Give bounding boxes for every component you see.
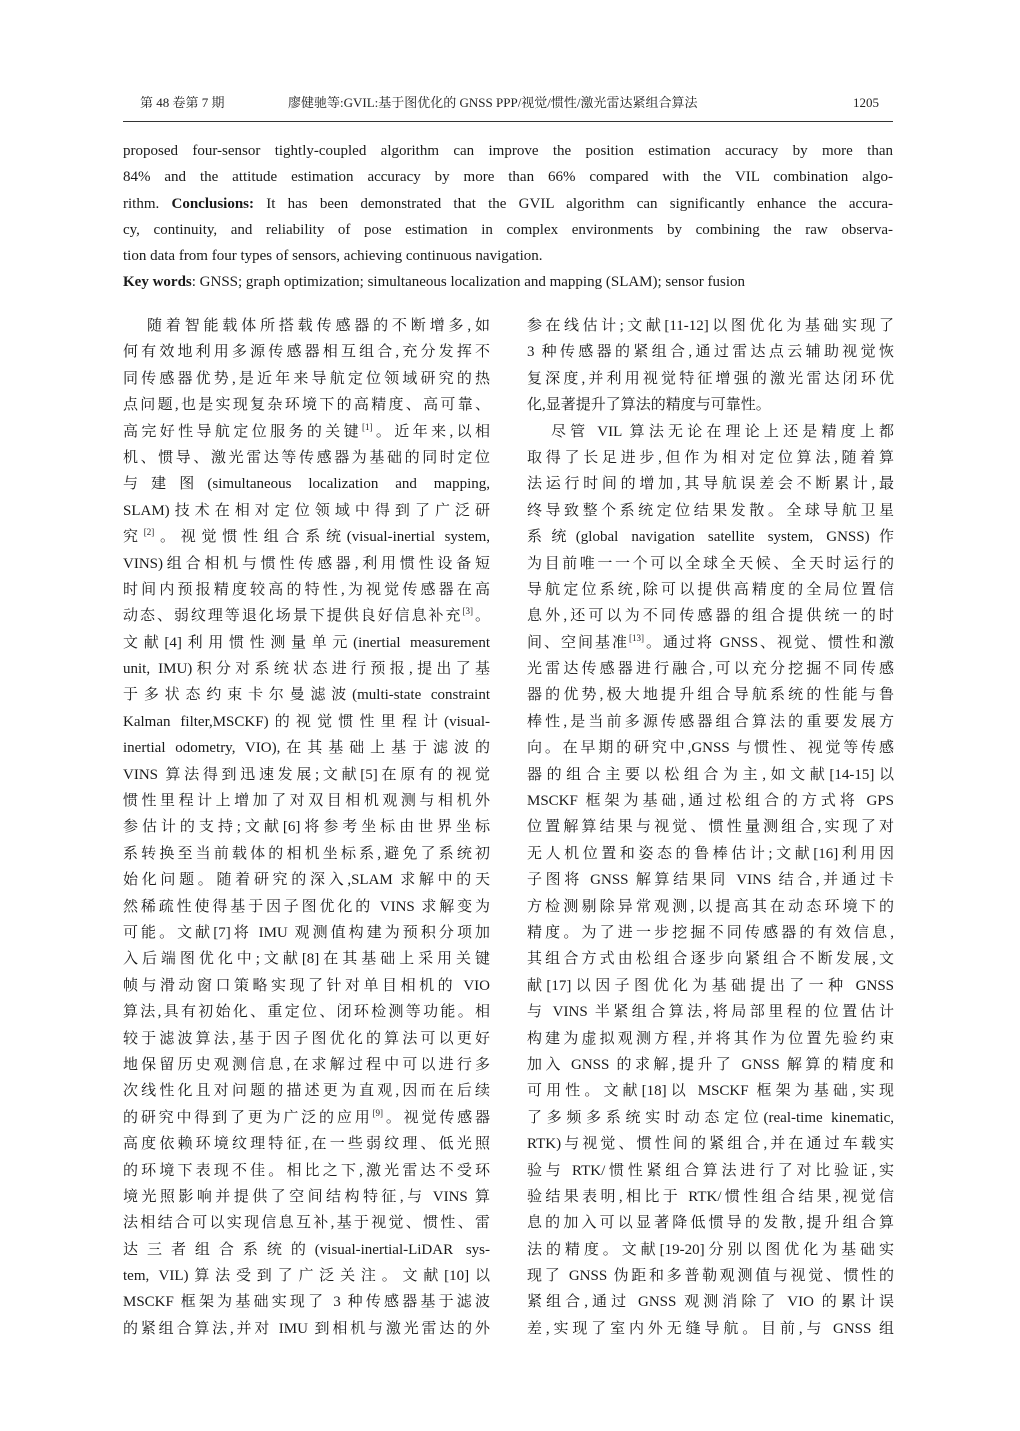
text-line (123, 1237, 490, 1263)
text-segment: 。视觉惯性组合系统(visual-inertial system, (154, 529, 490, 546)
text-segment: 验与 RTK/惯性紧组合算法进行了对比验证,实 (527, 1162, 894, 1179)
text-segment: 84% and the attitude estimation accuracy by more than 66% compared with the VIL combination algo- (123, 169, 893, 186)
text-line (527, 946, 894, 972)
text-segment: 同传感器优势,是近年来导航定位领域研究的热 (123, 370, 490, 387)
text-line (123, 269, 893, 295)
text-segment: 紧组合,通过 GNSS 观测消除了 VIO 的累计误 (527, 1294, 894, 1311)
text-segment: 复深度,并利用视觉特征增强的激光雷达闭环优 (527, 370, 894, 387)
body-column-right (527, 313, 894, 1342)
text-line (123, 392, 490, 418)
text-line (527, 1184, 894, 1210)
text-segment: 然稀疏性使得基于因子图优化的 VINS 求解变为 (123, 898, 490, 915)
text-segment: tem, VIL)算法受到了广泛关注。文献[10]以 (123, 1268, 490, 1285)
text-line (123, 946, 490, 972)
text-line (123, 1078, 490, 1104)
text-line (527, 603, 894, 629)
text-line (527, 524, 894, 550)
text-segment: 境光照影响并提供了空间结构特征,与 VINS 算 (123, 1188, 490, 1205)
text-line (527, 814, 894, 840)
text-segment: 次线性化且对问题的描述更为直观,因而在后续 (123, 1083, 490, 1100)
text-segment: 机、惯导、激光雷达等传感器为基础的同时定位 (123, 449, 490, 466)
text-segment: 参估计的支持;文献[6]将参考坐标由世界坐标 (123, 819, 490, 836)
text-line (527, 498, 894, 524)
text-segment: 可能。文献[7]将 IMU 观测值构建为预积分项加 (123, 924, 490, 941)
text-line (123, 217, 893, 243)
text-line (123, 1026, 490, 1052)
text-line (527, 788, 894, 814)
text-line (527, 1131, 894, 1157)
text-segment: rithm. (123, 195, 172, 212)
text-segment: 算法,具有初始化、重定位、闭环检测等功能。相 (123, 1004, 490, 1021)
text-line (527, 894, 894, 920)
text-segment: SLAM)技术在相对定位领域中得到了广泛研 (123, 502, 490, 519)
text-segment: 系统(global navigation satellite system, GNSS)作 (527, 529, 894, 546)
citation-superscript: [2] (143, 527, 155, 538)
text-line (123, 814, 490, 840)
text-line (123, 471, 490, 497)
text-segment: 验结果表明,相比于 RTK/惯性组合结果,视觉信 (527, 1188, 894, 1205)
text-line (123, 419, 490, 445)
text-line (527, 762, 894, 788)
text-line (123, 366, 490, 392)
text-line (123, 762, 490, 788)
text-segment: 可用性。文献[18]以 MSCKF 框架为基础,实现 (527, 1083, 894, 1100)
text-segment: 位置解算结果与视觉、惯性量测组合,实现了对 (527, 819, 894, 836)
text-segment: 较于滤波算法,基于因子图优化的算法可以更好 (123, 1030, 490, 1047)
text-line (527, 445, 894, 471)
text-line (123, 1184, 490, 1210)
text-segment: 。近年来,以相 (372, 423, 490, 440)
text-segment: 达三者组合系统的(visual-inertial-LiDAR sys- (123, 1241, 490, 1258)
text-line (123, 656, 490, 682)
citation-superscript: [9] (372, 1107, 384, 1118)
text-line (123, 735, 490, 761)
text-line (123, 138, 893, 164)
text-line (527, 920, 894, 946)
text-line (527, 366, 894, 392)
english-abstract (123, 138, 893, 296)
text-line (527, 577, 894, 603)
text-segment: 。视觉传感器 (383, 1109, 490, 1126)
text-line (527, 709, 894, 735)
body-column-left (123, 313, 490, 1342)
text-line (123, 164, 893, 190)
text-segment: 取得了长足进步,但作为相对定位算法,随着算 (527, 449, 894, 466)
text-segment: 法运行时间的增加,其导航误差会不断累计,最 (527, 476, 894, 493)
journal-issue: 第 48 卷第 7 期 (140, 95, 225, 110)
text-line (527, 471, 894, 497)
text-segment: 高度依赖环境纹理特征,在一些弱纹理、低光照 (123, 1136, 490, 1153)
text-segment: inertial odometry, VIO),在其基础上基于滤波的 (123, 740, 490, 757)
text-segment: VINS)组合相机与惯性传感器,利用惯性设备短 (123, 555, 490, 572)
text-segment: 文献[4]利用惯性测量单元(inertial measurement (123, 634, 490, 651)
text-segment: 。 (473, 608, 490, 625)
text-segment: 间、空间基准 (527, 634, 629, 651)
text-line (527, 735, 894, 761)
text-line (527, 313, 894, 339)
text-line (123, 191, 893, 217)
text-segment: 与 VINS 半紧组合算法,将局部里程的位置估计 (527, 1004, 894, 1021)
text-line (123, 630, 490, 656)
text-segment: 棒性,是当前多源传感器组合算法的重要发展方 (527, 713, 894, 730)
text-line (123, 973, 490, 999)
text-segment: 息的加入可以显著降低惯导的发散,提升组合算 (527, 1215, 894, 1232)
text-line (123, 1105, 490, 1131)
text-segment: VINS 算法得到迅速发展;文献[5]在原有的视觉 (123, 766, 490, 783)
text-segment: 为目前唯一一个可以全球全天候、全天时运行的 (527, 555, 894, 572)
text-segment: unit, IMU)积分对系统状态进行预报,提出了基 (123, 661, 490, 678)
text-line (123, 243, 893, 269)
text-segment: 向。在早期的研究中,GNSS 与惯性、视觉等传感 (527, 740, 894, 757)
text-line (527, 1316, 894, 1342)
text-line (123, 682, 490, 708)
text-line (527, 682, 894, 708)
text-segment: 献[17]以因子图优化为基础提出了一种 GNSS (527, 977, 894, 994)
text-segment: MSCKF 框架为基础实现了 3 种传感器基于滤波 (123, 1294, 490, 1311)
text-line (527, 973, 894, 999)
citation-superscript: [3] (462, 606, 473, 617)
text-line (527, 1026, 894, 1052)
text-line (123, 1158, 490, 1184)
text-line (123, 603, 490, 629)
citation-superscript: [1] (362, 421, 373, 432)
text-segment: 法的精度。文献[19-20]分别以图优化为基础实 (527, 1241, 894, 1258)
text-line (527, 339, 894, 365)
text-line (527, 1237, 894, 1263)
text-line (123, 524, 490, 550)
text-line (123, 920, 490, 946)
text-line (123, 1289, 490, 1315)
text-line (527, 551, 894, 577)
text-segment: 时间内预报精度较高的特性,为视觉传感器在高 (123, 581, 490, 598)
text-line (123, 313, 490, 339)
text-segment: 入后端图优化中;文献[8]在其基础上采用关键 (123, 951, 490, 968)
bold-label: Conclusions: (171, 195, 255, 212)
text-segment: 与建图(simultaneous localization and mapping, (123, 476, 490, 493)
text-segment: 导航定位系统,除可以提供高精度的全局位置信 (527, 581, 894, 598)
text-segment: MSCKF 框架为基础,通过松组合的方式将 GPS (527, 793, 894, 810)
text-line (527, 1052, 894, 1078)
text-line (123, 709, 490, 735)
text-line (123, 339, 490, 365)
text-segment: 惯性里程计上增加了对双目相机观测与相机外 (123, 793, 490, 810)
text-segment: 的研究中得到了更为广泛的应用 (123, 1109, 373, 1126)
text-line (527, 1289, 894, 1315)
text-line (527, 656, 894, 682)
text-line (527, 841, 894, 867)
text-line (123, 841, 490, 867)
text-segment: 的紧组合算法,并对 IMU 到相机与激光雷达的外 (123, 1320, 490, 1337)
citation-superscript: [13] (628, 632, 644, 643)
text-segment: 随着智能载体所搭载传感器的不断增多,如 (147, 318, 490, 334)
text-segment: 息外,还可以为不同传感器的组合提供统一的时 (527, 608, 894, 625)
text-segment: 系转换至当前载体的相机坐标系,避免了系统初 (123, 845, 490, 862)
text-segment: 了多频多系统实时动态定位(real-time kinematic, (527, 1109, 894, 1126)
text-segment: It has been demonstrated that the GVIL algorithm can significantly enhance the accura- (254, 195, 893, 212)
text-line (527, 1078, 894, 1104)
text-segment: proposed four-sensor tightly-coupled algorithm can improve the position estimation accuracy by more than (123, 143, 893, 159)
text-segment: 参在线估计;文献[11-12]以图优化为基础实现了 (527, 318, 894, 334)
text-segment: 光雷达传感器进行融合,可以充分挖掘不同传感 (527, 661, 894, 678)
text-segment: 3 种传感器的紧组合,通过雷达点云辅助视觉恢 (527, 344, 894, 361)
text-line (123, 1316, 490, 1342)
text-segment: : GNSS; graph optimization; simultaneous localization and mapping (SLAM); sensor fusion (191, 274, 746, 291)
text-line (123, 551, 490, 577)
text-line (123, 1210, 490, 1236)
text-line (527, 392, 894, 418)
text-segment: 法相结合可以实现信息互补,基于视觉、惯性、雷 (123, 1215, 490, 1232)
text-segment: 何有效地利用多源传感器相互组合,充分发挥不 (123, 344, 490, 361)
text-segment: 高完好性导航定位服务的关键 (123, 423, 363, 440)
text-line (527, 1210, 894, 1236)
text-segment: 精度。为了进一步挖掘不同传感器的有效信息, (527, 924, 894, 941)
text-line (527, 867, 894, 893)
text-segment: 其组合方式由松组合逐步向紧组合不断发展,文 (527, 951, 894, 968)
text-segment: 尽管 VIL 算法无论在理论上还是精度上都 (551, 423, 894, 440)
text-segment: 器的组合主要以松组合为主,如文献[14-15]以 (527, 766, 894, 783)
text-segment: 构建为虚拟观测方程,并将其作为位置先验约束 (527, 1030, 894, 1047)
text-segment: 终导致整个系统定位结果发散。全球导航卫星 (527, 502, 894, 519)
text-segment: Kalman filter,MSCKF)的视觉惯性里程计(visual- (123, 713, 490, 730)
text-segment: tion data from four types of sensors, achieving continuous navigation. (123, 248, 543, 265)
text-line (123, 498, 490, 524)
text-segment: 无人机位置和姿态的鲁棒估计;文献[16]利用因 (527, 845, 894, 862)
text-line (123, 867, 490, 893)
text-line (123, 894, 490, 920)
text-line (123, 445, 490, 471)
text-segment: 动态、弱纹理等退化场景下提供良好信息补充 (123, 608, 463, 625)
text-line (527, 1158, 894, 1184)
bold-label: Key words (123, 274, 192, 291)
text-segment: 。通过将 GNSS、视觉、惯性和激 (643, 634, 894, 651)
text-line (123, 1263, 490, 1289)
text-line (527, 419, 894, 445)
text-segment: 方检测剔除异常观测,以提高其在动态环境下的 (527, 898, 894, 915)
text-line (123, 999, 490, 1025)
header-rule (123, 121, 893, 122)
text-segment: cy, continuity, and reliability of pose estimation in complex environments by combining the raw observa- (123, 221, 893, 238)
text-segment: 的环境下表现不佳。相比之下,激光雷达不受环 (123, 1162, 490, 1179)
page-number: 1205 (853, 95, 879, 110)
text-line (527, 999, 894, 1025)
text-segment: 究 (123, 529, 144, 546)
text-line (527, 630, 894, 656)
text-line (123, 788, 490, 814)
text-segment: 化,显著提升了算法的精度与可靠性。 (527, 397, 771, 414)
text-segment: 地保留历史观测信息,在求解过程中可以进行多 (123, 1056, 490, 1073)
text-segment: 器的优势,极大地提升组合导航系统的性能与鲁 (527, 687, 894, 704)
text-segment: 点问题,也是实现复杂环境下的高精度、高可靠、 (123, 397, 490, 414)
text-segment: 帧与滑动窗口策略实现了针对单目相机的 VIO (123, 977, 490, 994)
text-segment: 始化问题。随着研究的深入,SLAM 求解中的天 (123, 872, 490, 889)
text-segment: 加入 GNSS 的求解,提升了 GNSS 解算的精度和 (527, 1056, 894, 1073)
text-line (123, 1131, 490, 1157)
text-line (123, 1052, 490, 1078)
text-segment: 现了 GNSS 伪距和多普勒观测值与视觉、惯性的 (527, 1268, 894, 1285)
text-segment: 于多状态约束卡尔曼滤波(multi-state constraint (123, 687, 490, 704)
running-title: 廖健驰等:GVIL:基于图优化的 GNSS PPP/视觉/惯性/激光雷达紧组合算法 (288, 95, 698, 110)
text-line (527, 1105, 894, 1131)
text-segment: RTK)与视觉、惯性间的紧组合,并在通过车载实 (527, 1136, 894, 1153)
text-segment: 差,实现了室内外无缝导航。目前,与 GNSS 组 (527, 1320, 894, 1337)
text-line (527, 1263, 894, 1289)
text-segment: 子图将 GNSS 解算结果同 VINS 结合,并通过卡 (527, 872, 894, 889)
text-line (123, 577, 490, 603)
